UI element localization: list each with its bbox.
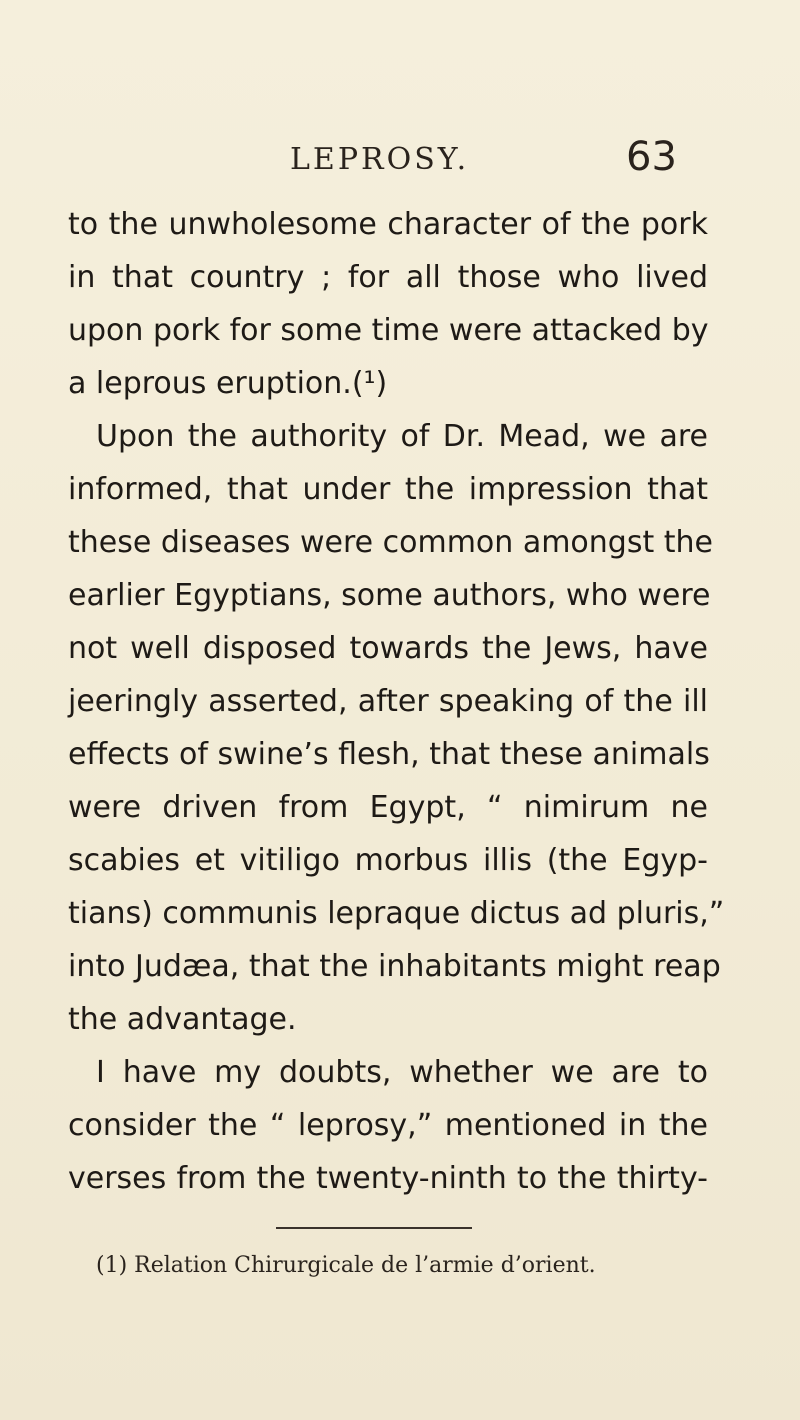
footnote: (1) Relation Chirurgicale de l’armie d’orient. bbox=[96, 1253, 596, 1278]
text-line-19: verses from the twenty-ninth to the thirty- bbox=[68, 1161, 708, 1196]
text-line-14: tians) communis lepraque dictus ad pluris,” bbox=[68, 896, 725, 931]
text-line-6: informed, that under the impression that bbox=[68, 472, 708, 507]
text-line-9: not well disposed towards the Jews, have bbox=[68, 631, 708, 666]
text-line-18: consider the “ leprosy,” mentioned in the bbox=[68, 1108, 708, 1143]
running-title: LEPROSY. bbox=[290, 142, 470, 177]
text-line-10: jeeringly asserted, after speaking of the ill bbox=[68, 684, 708, 719]
text-line-2: in that country ; for all those who lived bbox=[68, 260, 708, 295]
running-head bbox=[0, 134, 800, 188]
text-line-12: were driven from Egypt, “ nimirum ne bbox=[68, 790, 708, 825]
text-line-17: I have my doubts, whether we are to bbox=[96, 1055, 708, 1090]
text-line-3: upon pork for some time were attacked by bbox=[68, 313, 709, 348]
text-line-11: effects of swine’s flesh, that these animals bbox=[68, 737, 710, 772]
text-line-7: these diseases were common amongst the bbox=[68, 525, 713, 560]
text-line-4: a leprous eruption.(¹) bbox=[68, 366, 388, 401]
text-line-16: the advantage. bbox=[68, 1002, 297, 1037]
text-line-15: into Judæa, that the inhabitants might reap bbox=[68, 949, 721, 984]
page-number: 63 bbox=[626, 134, 677, 180]
text-line-8: earlier Egyptians, some authors, who were bbox=[68, 578, 711, 613]
text-line-5: Upon the authority of Dr. Mead, we are bbox=[96, 419, 708, 454]
text-line-1: to the unwholesome character of the pork bbox=[68, 207, 708, 242]
text-line-13: scabies et vitiligo morbus illis (the Egyp- bbox=[68, 843, 708, 878]
footnote-rule bbox=[276, 1227, 472, 1229]
body-text bbox=[68, 198, 725, 1205]
